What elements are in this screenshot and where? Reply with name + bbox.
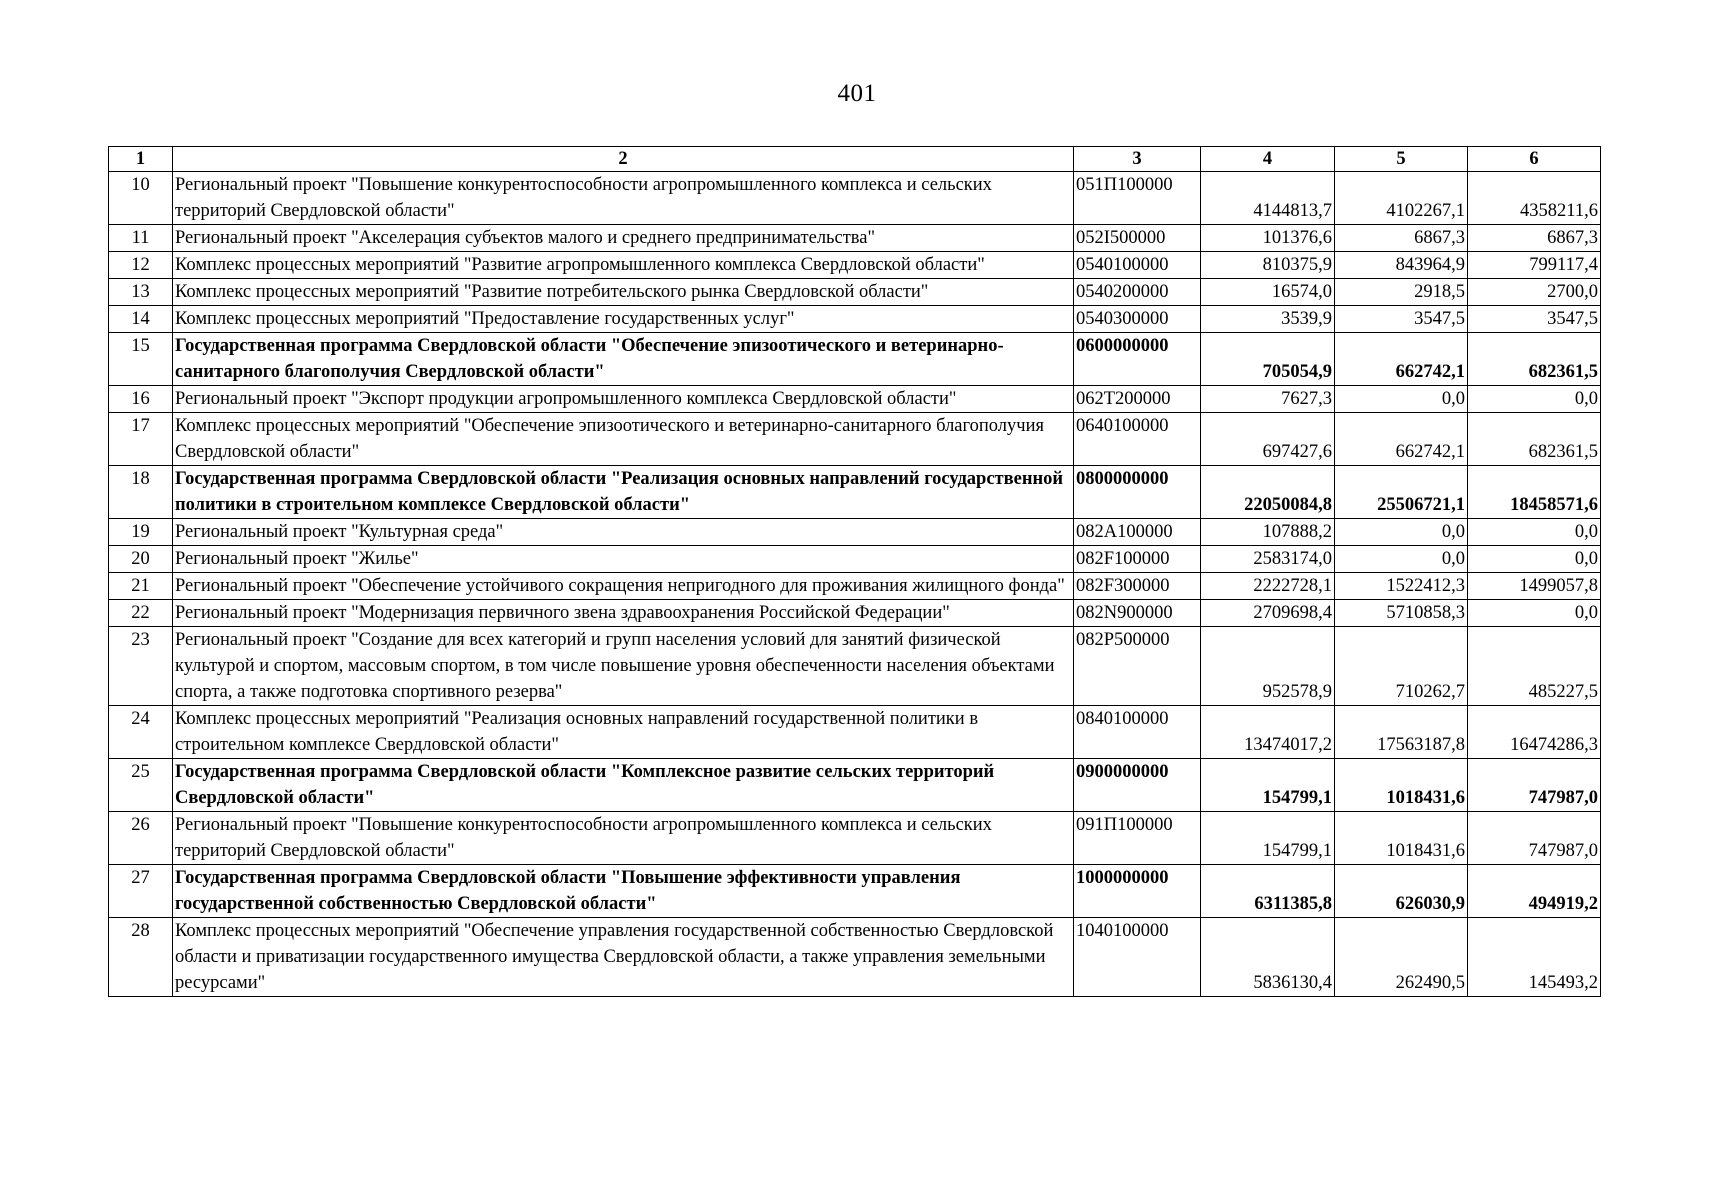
value-col4-cell: 107888,2 bbox=[1201, 519, 1335, 546]
budget-code-cell: 1040100000 bbox=[1074, 918, 1201, 997]
value-col4-cell: 154799,1 bbox=[1201, 812, 1335, 865]
value-col6-cell: 2700,0 bbox=[1468, 279, 1601, 306]
row-number-cell: 27 bbox=[109, 865, 173, 918]
row-number-cell: 13 bbox=[109, 279, 173, 306]
value-col6-cell: 6867,3 bbox=[1468, 225, 1601, 252]
row-number-cell: 28 bbox=[109, 918, 173, 997]
table-row bbox=[109, 546, 1601, 573]
value-col4-cell: 6311385,8 bbox=[1201, 865, 1335, 918]
budget-code-cell: 0840100000 bbox=[1074, 706, 1201, 759]
value-col5-cell: 3547,5 bbox=[1335, 306, 1468, 333]
value-col4-cell: 22050084,8 bbox=[1201, 466, 1335, 519]
header-col-3: 3 bbox=[1074, 147, 1201, 172]
row-number-cell: 20 bbox=[109, 546, 173, 573]
budget-table bbox=[108, 146, 1601, 997]
item-name-cell: Государственная программа Свердловской области "Повышение эффективности управления государственной собственностью Свердловской области" bbox=[173, 865, 1074, 918]
budget-code-cell: 0540200000 bbox=[1074, 279, 1201, 306]
item-name-cell: Комплекс процессных мероприятий "Развитие потребительского рынка Свердловской области" bbox=[173, 279, 1074, 306]
value-col5-cell: 843964,9 bbox=[1335, 252, 1468, 279]
row-number-cell: 22 bbox=[109, 600, 173, 627]
item-name-cell: Комплекс процессных мероприятий "Предоставление государственных услуг" bbox=[173, 306, 1074, 333]
value-col5-cell: 0,0 bbox=[1335, 386, 1468, 413]
value-col6-cell: 682361,5 bbox=[1468, 333, 1601, 386]
table-row bbox=[109, 466, 1601, 519]
header-col-6: 6 bbox=[1468, 147, 1601, 172]
value-col6-cell: 747987,0 bbox=[1468, 812, 1601, 865]
item-name-cell: Региональный проект "Повышение конкурентоспособности агропромышленного комплекса и сельских территорий Свердловской области" bbox=[173, 812, 1074, 865]
item-name-cell: Региональный проект "Создание для всех категорий и групп населения условий для занятий физической культурой и спортом, массовым спортом, в том числе повышение уровня обеспеченности населения объектами спорта, а также подготовка спортивного резерва" bbox=[173, 627, 1074, 706]
item-name-cell: Комплекс процессных мероприятий "Реализация основных направлений государственной политики в строительном комплексе Свердловской области" bbox=[173, 706, 1074, 759]
item-name-cell: Региональный проект "Жилье" bbox=[173, 546, 1074, 573]
item-name-cell: Государственная программа Свердловской области "Обеспечение эпизоотического и ветеринарно-санитарного благополучия Свердловской области" bbox=[173, 333, 1074, 386]
budget-code-cell: 0640100000 bbox=[1074, 413, 1201, 466]
value-col5-cell: 662742,1 bbox=[1335, 333, 1468, 386]
value-col5-cell: 0,0 bbox=[1335, 519, 1468, 546]
table-row bbox=[109, 627, 1601, 706]
value-col4-cell: 4144813,7 bbox=[1201, 172, 1335, 225]
budget-code-cell: 062T200000 bbox=[1074, 386, 1201, 413]
item-name-cell: Государственная программа Свердловской области "Комплексное развитие сельских территорий Свердловской области" bbox=[173, 759, 1074, 812]
value-col4-cell: 7627,3 bbox=[1201, 386, 1335, 413]
value-col4-cell: 154799,1 bbox=[1201, 759, 1335, 812]
row-number-cell: 11 bbox=[109, 225, 173, 252]
table-row bbox=[109, 918, 1601, 997]
value-col4-cell: 13474017,2 bbox=[1201, 706, 1335, 759]
value-col4-cell: 101376,6 bbox=[1201, 225, 1335, 252]
value-col5-cell: 626030,9 bbox=[1335, 865, 1468, 918]
budget-code-cell: 0540100000 bbox=[1074, 252, 1201, 279]
budget-code-cell: 052I500000 bbox=[1074, 225, 1201, 252]
row-number-cell: 14 bbox=[109, 306, 173, 333]
item-name-cell: Региональный проект "Экспорт продукции агропромышленного комплекса Свердловской области" bbox=[173, 386, 1074, 413]
value-col6-cell: 16474286,3 bbox=[1468, 706, 1601, 759]
budget-code-cell: 082F300000 bbox=[1074, 573, 1201, 600]
value-col4-cell: 2222728,1 bbox=[1201, 573, 1335, 600]
row-number-cell: 26 bbox=[109, 812, 173, 865]
row-number-cell: 12 bbox=[109, 252, 173, 279]
row-number-cell: 18 bbox=[109, 466, 173, 519]
item-name-cell: Комплекс процессных мероприятий "Обеспечение управления государственной собственностью Свердловской области и приватизации государственного имущества Свердловской области, а также управления земельными ресурсами" bbox=[173, 918, 1074, 997]
header-col-2: 2 bbox=[173, 147, 1074, 172]
value-col6-cell: 3547,5 bbox=[1468, 306, 1601, 333]
budget-code-cell: 0540300000 bbox=[1074, 306, 1201, 333]
value-col6-cell: 4358211,6 bbox=[1468, 172, 1601, 225]
row-number-cell: 16 bbox=[109, 386, 173, 413]
row-number-cell: 10 bbox=[109, 172, 173, 225]
value-col5-cell: 5710858,3 bbox=[1335, 600, 1468, 627]
table-row bbox=[109, 573, 1601, 600]
row-number-cell: 17 bbox=[109, 413, 173, 466]
value-col6-cell: 747987,0 bbox=[1468, 759, 1601, 812]
value-col5-cell: 662742,1 bbox=[1335, 413, 1468, 466]
budget-code-cell: 051П100000 bbox=[1074, 172, 1201, 225]
table-header-row bbox=[109, 147, 1601, 172]
value-col4-cell: 3539,9 bbox=[1201, 306, 1335, 333]
value-col5-cell: 17563187,8 bbox=[1335, 706, 1468, 759]
table-row bbox=[109, 306, 1601, 333]
value-col5-cell: 1018431,6 bbox=[1335, 812, 1468, 865]
value-col5-cell: 6867,3 bbox=[1335, 225, 1468, 252]
row-number-cell: 25 bbox=[109, 759, 173, 812]
budget-code-cell: 0600000000 bbox=[1074, 333, 1201, 386]
budget-code-cell: 082P500000 bbox=[1074, 627, 1201, 706]
budget-code-cell: 091П100000 bbox=[1074, 812, 1201, 865]
value-col6-cell: 0,0 bbox=[1468, 600, 1601, 627]
budget-code-cell: 082N900000 bbox=[1074, 600, 1201, 627]
row-number-cell: 21 bbox=[109, 573, 173, 600]
item-name-cell: Региональный проект "Модернизация первичного звена здравоохранения Российской Федерации" bbox=[173, 600, 1074, 627]
value-col4-cell: 697427,6 bbox=[1201, 413, 1335, 466]
value-col6-cell: 0,0 bbox=[1468, 519, 1601, 546]
value-col6-cell: 0,0 bbox=[1468, 546, 1601, 573]
value-col5-cell: 1018431,6 bbox=[1335, 759, 1468, 812]
table-row bbox=[109, 333, 1601, 386]
item-name-cell: Государственная программа Свердловской области "Реализация основных направлений государственной политики в строительном комплексе Свердловской области" bbox=[173, 466, 1074, 519]
table-row bbox=[109, 172, 1601, 225]
row-number-cell: 23 bbox=[109, 627, 173, 706]
item-name-cell: Региональный проект "Повышение конкурентоспособности агропромышленного комплекса и сельских территорий Свердловской области" bbox=[173, 172, 1074, 225]
header-col-4: 4 bbox=[1201, 147, 1335, 172]
budget-code-cell: 1000000000 bbox=[1074, 865, 1201, 918]
budget-code-cell: 0900000000 bbox=[1074, 759, 1201, 812]
value-col6-cell: 485227,5 bbox=[1468, 627, 1601, 706]
value-col5-cell: 0,0 bbox=[1335, 546, 1468, 573]
table-row bbox=[109, 225, 1601, 252]
table-row bbox=[109, 759, 1601, 812]
value-col6-cell: 0,0 bbox=[1468, 386, 1601, 413]
item-name-cell: Комплекс процессных мероприятий "Развитие агропромышленного комплекса Свердловской области" bbox=[173, 252, 1074, 279]
item-name-cell: Региональный проект "Культурная среда" bbox=[173, 519, 1074, 546]
table-body bbox=[109, 172, 1601, 997]
value-col6-cell: 799117,4 bbox=[1468, 252, 1601, 279]
value-col5-cell: 710262,7 bbox=[1335, 627, 1468, 706]
header-col-1: 1 bbox=[109, 147, 173, 172]
table-row bbox=[109, 600, 1601, 627]
header-col-5: 5 bbox=[1335, 147, 1468, 172]
value-col5-cell: 1522412,3 bbox=[1335, 573, 1468, 600]
value-col4-cell: 810375,9 bbox=[1201, 252, 1335, 279]
value-col6-cell: 145493,2 bbox=[1468, 918, 1601, 997]
table-row bbox=[109, 386, 1601, 413]
budget-code-cell: 082A100000 bbox=[1074, 519, 1201, 546]
row-number-cell: 24 bbox=[109, 706, 173, 759]
value-col6-cell: 494919,2 bbox=[1468, 865, 1601, 918]
value-col5-cell: 25506721,1 bbox=[1335, 466, 1468, 519]
table-row bbox=[109, 252, 1601, 279]
row-number-cell: 15 bbox=[109, 333, 173, 386]
value-col4-cell: 705054,9 bbox=[1201, 333, 1335, 386]
value-col5-cell: 262490,5 bbox=[1335, 918, 1468, 997]
budget-code-cell: 082F100000 bbox=[1074, 546, 1201, 573]
item-name-cell: Комплекс процессных мероприятий "Обеспечение эпизоотического и ветеринарно-санитарного благополучия Свердловской области" bbox=[173, 413, 1074, 466]
table-row bbox=[109, 279, 1601, 306]
value-col4-cell: 5836130,4 bbox=[1201, 918, 1335, 997]
page-number: 401 bbox=[837, 80, 877, 107]
value-col5-cell: 4102267,1 bbox=[1335, 172, 1468, 225]
row-number-cell: 19 bbox=[109, 519, 173, 546]
value-col4-cell: 16574,0 bbox=[1201, 279, 1335, 306]
value-col4-cell: 952578,9 bbox=[1201, 627, 1335, 706]
value-col5-cell: 2918,5 bbox=[1335, 279, 1468, 306]
value-col6-cell: 1499057,8 bbox=[1468, 573, 1601, 600]
item-name-cell: Региональный проект "Акселерация субъектов малого и среднего предпринимательства" bbox=[173, 225, 1074, 252]
value-col6-cell: 682361,5 bbox=[1468, 413, 1601, 466]
table-row bbox=[109, 413, 1601, 466]
value-col6-cell: 18458571,6 bbox=[1468, 466, 1601, 519]
table-row bbox=[109, 812, 1601, 865]
table-row bbox=[109, 706, 1601, 759]
value-col4-cell: 2583174,0 bbox=[1201, 546, 1335, 573]
budget-code-cell: 0800000000 bbox=[1074, 466, 1201, 519]
item-name-cell: Региональный проект "Обеспечение устойчивого сокращения непригодного для проживания жилищного фонда" bbox=[173, 573, 1074, 600]
table-row bbox=[109, 519, 1601, 546]
table-row bbox=[109, 865, 1601, 918]
value-col4-cell: 2709698,4 bbox=[1201, 600, 1335, 627]
